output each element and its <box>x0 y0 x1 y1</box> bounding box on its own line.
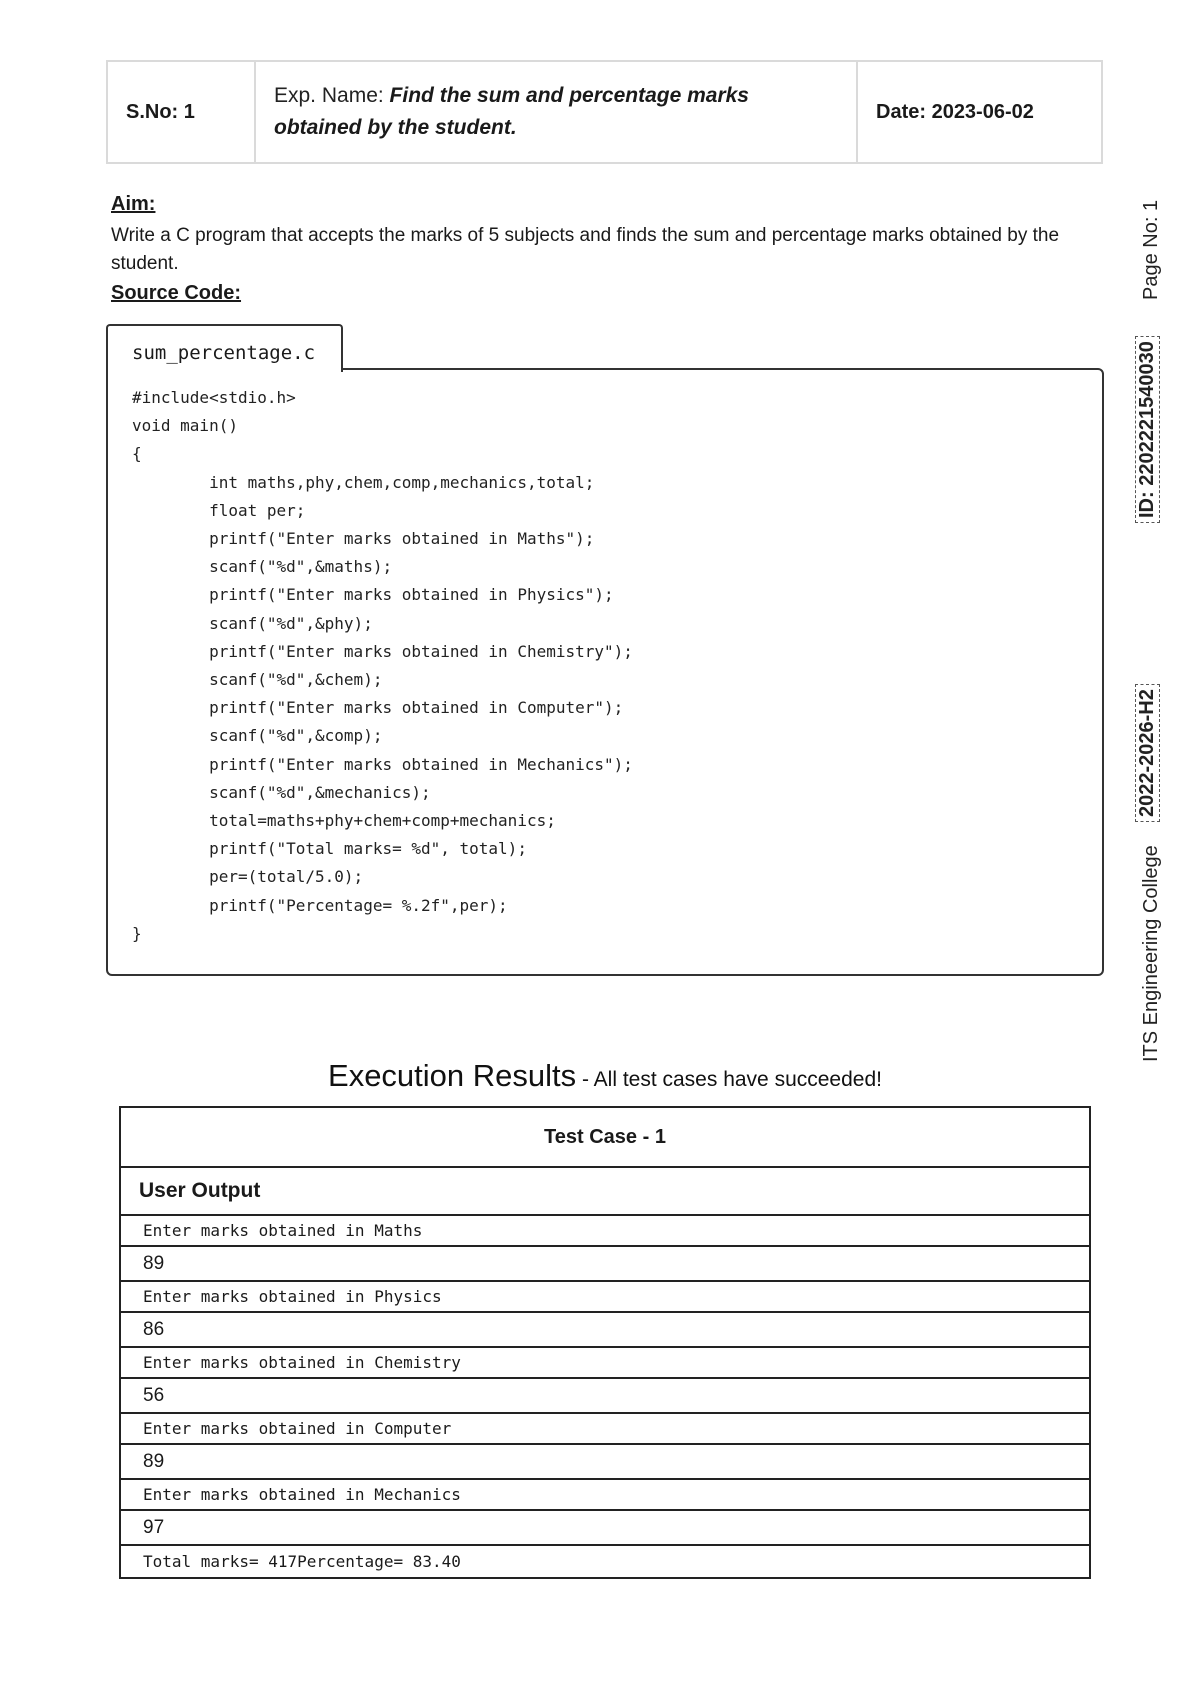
code-line: per=(total/5.0); <box>132 867 364 887</box>
code-line: printf("Percentage= %.2f",per); <box>132 895 508 915</box>
output-line: Enter marks obtained in Chemistry <box>121 1348 1089 1379</box>
aim-heading: Aim: <box>111 193 156 215</box>
code-line: scanf("%d",&phy); <box>132 613 373 633</box>
code-line: scanf("%d",&chem); <box>132 670 383 690</box>
code-line: printf("Enter marks obtained in Chemistry"); <box>132 641 633 661</box>
code-line: printf("Enter marks obtained in Maths"); <box>132 529 595 549</box>
page-number: Page No: 1 <box>1140 199 1162 300</box>
batch-label: 2022-2026-H2 <box>1135 684 1160 822</box>
user-output-label: User Output <box>121 1168 1089 1216</box>
experiment-name-label: Exp. Name: <box>274 84 390 107</box>
execution-results-title <box>0 1058 1200 1094</box>
source-code-heading: Source Code: <box>111 282 242 304</box>
experiment-name: Find the sum and percentage marks obtained by the student. <box>274 84 749 139</box>
experiment-date: Date: 2023-06-02 <box>876 100 1034 123</box>
code-line: scanf("%d",&comp); <box>132 726 383 746</box>
output-line: Enter marks obtained in Mechanics <box>121 1480 1089 1511</box>
execution-results-heading: Execution Results <box>328 1058 577 1093</box>
execution-status: - All test cases have succeeded! <box>576 1068 882 1091</box>
code-line: { <box>132 444 142 464</box>
code-line: printf("Enter marks obtained in Physics"); <box>132 585 614 605</box>
code-line: #include<stdio.h> <box>132 388 296 407</box>
code-line: scanf("%d",&mechanics); <box>132 782 431 802</box>
code-line: printf("Enter marks obtained in Computer"); <box>132 698 624 718</box>
output-line: Enter marks obtained in Physics <box>121 1282 1089 1313</box>
code-line: printf("Enter marks obtained in Mechanics"); <box>132 754 633 774</box>
code-line: void main() <box>132 416 238 436</box>
output-line: Enter marks obtained in Computer <box>121 1414 1089 1445</box>
code-line: scanf("%d",&maths); <box>132 557 393 577</box>
output-line: Total marks= 417Percentage= 83.40 <box>143 1552 461 1571</box>
input-value: 86 <box>121 1313 1089 1348</box>
code-line: int maths,phy,chem,comp,mechanics,total; <box>132 472 595 492</box>
input-value: 89 <box>121 1247 1089 1282</box>
input-value: 89 <box>121 1445 1089 1480</box>
source-file-tab: sum_percentage.c <box>106 324 343 372</box>
code-line: printf("Total marks= %d", total); <box>132 839 527 859</box>
serial-number: S.No: 1 <box>108 62 256 162</box>
input-value: 97 <box>121 1511 1089 1546</box>
aim-text: Write a C program that accepts the marks of 5 subjects and finds the sum and percentage marks obtained by the student. <box>111 225 1060 274</box>
code-line: float per; <box>132 500 306 520</box>
experiment-name-cell <box>256 62 858 162</box>
college-name: ITS Engineering College <box>1140 845 1162 1062</box>
test-case-title: Test Case - 1 <box>121 1108 1089 1168</box>
input-value: 56 <box>121 1379 1089 1414</box>
source-code-block <box>106 368 1104 976</box>
code-line: total=maths+phy+chem+comp+mechanics; <box>132 811 556 831</box>
test-case-table <box>119 1106 1091 1579</box>
experiment-header-table <box>106 60 1103 164</box>
code-line: } <box>132 923 142 943</box>
student-id: ID: 2202221540030 <box>1135 336 1160 523</box>
output-line: Enter marks obtained in Maths <box>121 1216 1089 1247</box>
